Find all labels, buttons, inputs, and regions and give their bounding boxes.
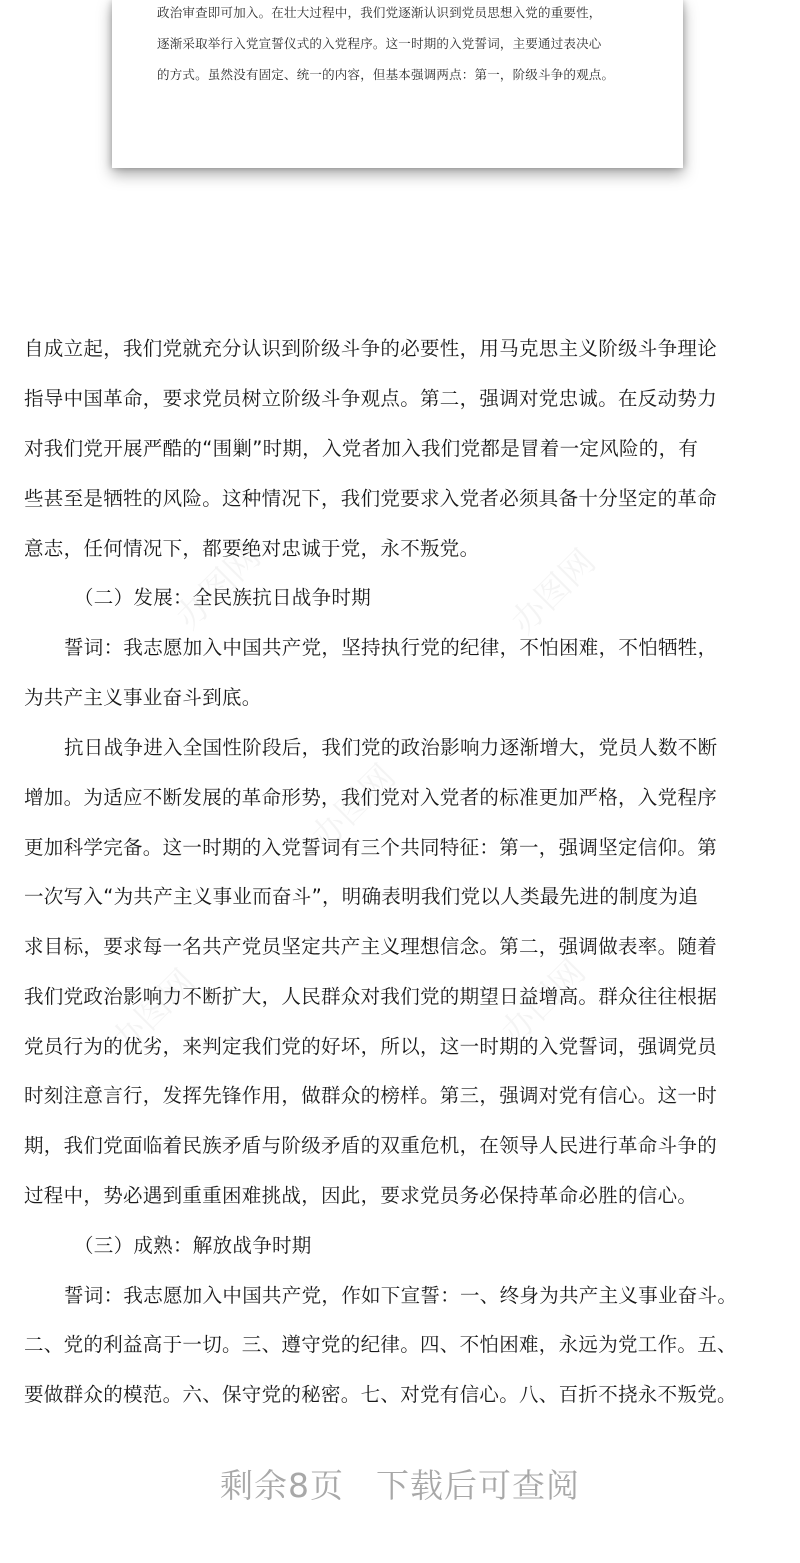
download-hint-label: 下载后可查阅 — [376, 1466, 580, 1505]
remaining-pages-label: 剩余8页 — [220, 1466, 344, 1505]
article-line: 更加科学完备。这一时期的入党誓词有三个共同特征：第一，强调坚定信仰。第 — [24, 836, 718, 859]
article-line: 指导中国革命，要求党员树立阶级斗争观点。第二，强调对党忠诚。在反动势力 — [24, 387, 718, 410]
preview-card-line: 的方式。虽然没有固定、统一的内容，但基本强调两点：第一，阶级斗争的观点。 — [157, 67, 615, 82]
article-line: 我们党政治影响力不断扩大，人民群众对我们党的期望日益增高。群众往往根据 — [24, 985, 718, 1008]
article-line: 党员行为的优劣，来判定我们党的好坏，所以，这一时期的入党誓词，强调党员 — [24, 1035, 718, 1058]
article-line: 誓词：我志愿加入中国共产党，作如下宣誓：一、终身为共产主义事业奋斗。 — [64, 1284, 738, 1307]
article-line: 对我们党开展严酷的“围剿”时期，入党者加入我们党都是冒着一定风险的，有 — [24, 437, 699, 460]
article-line: 要做群众的模范。六、保守党的秘密。七、对党有信心。八、百折不挠永不叛党。 — [24, 1383, 737, 1406]
section-heading: （三）成熟：解放战争时期 — [74, 1234, 312, 1257]
article-line: 时刻注意言行，发挥先锋作用，做群众的榜样。第三，强调对党有信心。这一时 — [24, 1084, 718, 1107]
article-line: 抗日战争进入全国性阶段后，我们党的政治影响力逐渐增大，党员人数不断 — [64, 736, 718, 759]
article-line: 些甚至是牺牲的风险。这种情况下，我们党要求入党者必须具备十分坚定的革命 — [24, 487, 718, 510]
article-line: 二、党的利益高于一切。三、遵守党的纪律。四、不怕困难，永远为党工作。五、 — [24, 1333, 737, 1356]
article-line: 求目标，要求每一名共产党员坚定共产主义理想信念。第二，强调做表率。随着 — [24, 935, 718, 958]
article-line: 一次写入“为共产主义事业而奋斗”，明确表明我们党以人类最先进的制度为追 — [24, 885, 699, 908]
section-heading: （二）发展：全民族抗日战争时期 — [74, 586, 372, 609]
article-line: 意志，任何情况下，都要绝对忠诚于党，永不叛党。 — [24, 537, 480, 560]
article-line: 誓词：我志愿加入中国共产党，坚持执行党的纪律，不怕困难，不怕牺牲， — [64, 636, 718, 659]
article-line: 增加。为适应不断发展的革命形势，我们党对入党者的标准更加严格，入党程序 — [24, 786, 718, 809]
article-line: 为共产主义事业奋斗到底。 — [24, 686, 262, 709]
remaining-pages-prompt[interactable] — [0, 1460, 800, 1507]
preview-card-line: 政治审查即可加入。在壮大过程中，我们党逐渐认识到党员思想入党的重要性， — [157, 5, 602, 20]
article-line: 过程中，势必遇到重重困难挑战，因此，要求党员务必保持革命必胜的信心。 — [24, 1184, 698, 1207]
preview-card-line: 逐渐采取举行入党宣誓仪式的入党程序。这一时期的入党誓词，主要通过表决心 — [157, 36, 602, 51]
article-line: 自成立起，我们党就充分认识到阶级斗争的必要性，用马克思主义阶级斗争理论 — [24, 337, 718, 360]
article-line: 期，我们党面临着民族矛盾与阶级矛盾的双重危机，在领导人民进行革命斗争的 — [24, 1134, 718, 1157]
